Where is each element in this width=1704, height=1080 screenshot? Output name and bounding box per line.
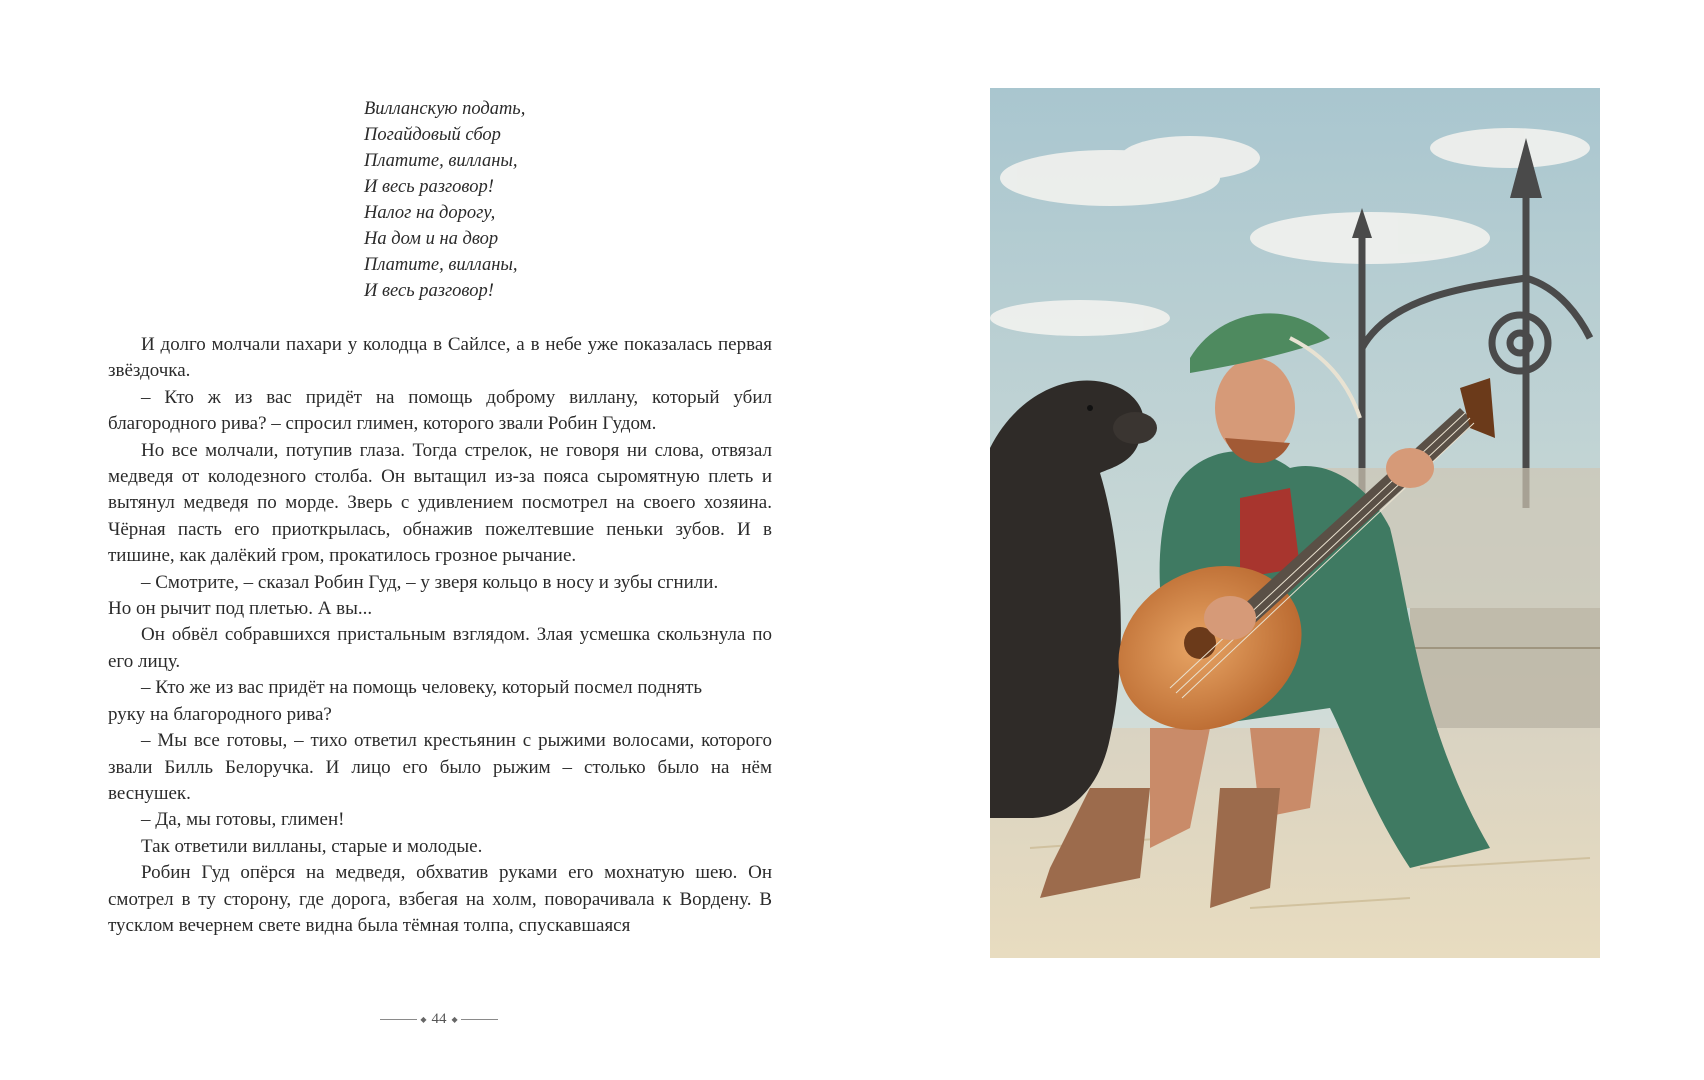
left-hand bbox=[1386, 448, 1434, 488]
folio-rule-right bbox=[461, 1019, 498, 1020]
paragraph: – Смотрите, – сказал Робин Гуд, – у зверя кольцо в носу и зубы сгнили. bbox=[141, 571, 719, 593]
paragraph: – Да, мы готовы, глимен! bbox=[141, 809, 345, 831]
poem-line: И весь разговор! bbox=[364, 177, 494, 197]
poem-line: Платите, вилланы, bbox=[364, 151, 518, 171]
prose-body bbox=[108, 332, 772, 939]
illustration-minstrel-with-bear bbox=[990, 88, 1600, 958]
page-number-folio bbox=[380, 1009, 498, 1029]
poem-line: На дом и на двор bbox=[364, 229, 499, 249]
poem-line: Налог на дорогу, bbox=[364, 203, 496, 223]
folio-ornament: ◆ bbox=[451, 1014, 458, 1024]
poem-block bbox=[364, 96, 525, 304]
paragraph: – Кто ж из вас придёт на помощь доброму виллану, который убил благородного рива? – спросил глимен, которого звали Робин Гудом. bbox=[108, 386, 772, 435]
paragraph: Так ответили вилланы, старые и молодые. bbox=[141, 835, 483, 857]
paragraph: руку на благородного рива? bbox=[108, 703, 332, 725]
poem-line: Вилланскую подать, bbox=[364, 99, 526, 119]
right-hand bbox=[1204, 596, 1256, 640]
paragraph: Но все молчали, потупив глаза. Тогда стрелок, не говоря ни слова, отвязал медведя от колодезного столба. Он вытащил из-за пояса сыромятную плеть и вытянул медведя по морде. Зверь с удивлением посмотрел на своего хозяина. Чёрная пасть его приоткрылась, обнажив пожелтевшие пеньки зубов. И в тишине, как далёкий гром, прокатилось грозное рычание. bbox=[108, 439, 772, 567]
paragraph: – Кто же из вас придёт на помощь человеку, который посмел поднять bbox=[141, 677, 703, 699]
poem-line: Погайдовый сбор bbox=[364, 125, 501, 145]
paragraph: Он обвёл собравшихся пристальным взглядом. Злая усмешка скользнула по его лицу. bbox=[108, 624, 772, 672]
paragraph: И долго молчали пахари у колодца в Сайлсе, а в небе уже показалась первая звёздочка. bbox=[108, 334, 772, 382]
paragraph: – Мы все готовы, – тихо ответил крестьянин с рыжими волосами, которого звали Билль Белоручка. И лицо его было рыжим – столько было на нём веснушек. bbox=[108, 730, 772, 804]
page-number: 44 bbox=[431, 1010, 447, 1027]
folio-rule-left bbox=[380, 1019, 417, 1020]
poem-line: Платите, вилланы, bbox=[364, 255, 518, 275]
poem-line: И весь разговор! bbox=[364, 281, 494, 301]
watercolor-illustration bbox=[990, 88, 1600, 958]
stone-block bbox=[1410, 608, 1600, 728]
paragraph: Но он рычит под плетью. А вы... bbox=[108, 598, 373, 620]
folio-ornament: ◆ bbox=[420, 1014, 427, 1024]
paragraph: Робин Гуд опёрся на медведя, обхватив руками его мохнатую шею. Он смотрел в ту сторону, где дорога, взбегая на холм, поворачивала к Вордену. В тусклом вечернем свете видна была тёмная толпа, спускавшаяся bbox=[108, 862, 772, 936]
